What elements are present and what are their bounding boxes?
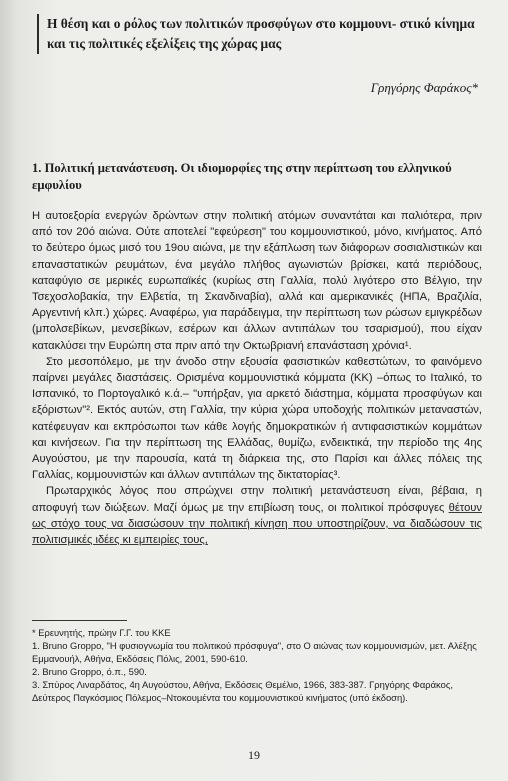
footnote-star: * Ερευνητής, πρώην Γ.Γ. του ΚΚΕ [32, 627, 171, 638]
section-heading: 1. Πολιτική μετανάστευση. Οι ιδιομορφίες της στην περίπτωση του ελληνικού εμφυλίου [32, 161, 452, 192]
footnotes [32, 626, 482, 704]
footnote-rule [32, 620, 127, 621]
chapter-title: Η θέση και ο ρόλος των πολιτικών προσφύγων στο κομμουνι- στικό κίνημα και τις πολιτικές εξελίξεις της χώρας μας [47, 16, 475, 51]
handwritten-underline-text: θέτουν ως στόχο τους να διασώσουν την πολιτική κίνηση που υποστηρίζουν, να διαδώσουν τις πολιτισμικές ιδέες κι εμπειρίες τους, [32, 501, 482, 547]
paragraph-3-start: Πρωταρχικός λόγος που σπρώχνει στην πολιτική μετανάστευση είναι, βέβαια, η αποφυγή των διώξεων. Μαζί όμως με την επιβίωση τους, οι πολιτικοί πρόσφυγες [32, 485, 482, 514]
title-margin-bar [37, 14, 39, 54]
footnote-1: 1. Bruno Groppo, "Η φυσιογνωμία του πολιτικού πρόσφυγα", στο Ο αιώνας των κομμουνισμών, μετ. Αλέξης Εμμανουήλ, Αθήνα, Εκδόσεις Πόλις, 2001, 590-610. [32, 640, 477, 664]
paragraph-3 [32, 483, 482, 548]
paragraph-1: Η αυτοεξορία ενεργών δρώντων στην πολιτική ατόμων συναντάται και παλιότερα, πριν από τον 20ό αιώνα. Ούτε αποτελεί "εφεύρεση" του κομμουνιστικού, μόνο, κινήματος. Από το δεύτερο όμως μισό του 19ου αιώνα, με την εξάπλωση των διάφορων σοσιαλιστικών και επαναστατικών ρευμάτων, ένα μεγάλο πλήθος αγωνιστών βρίσκει, κατά περιόδους, καταφύγιο σε μερικές ευρωπαϊκές (κυρίως στη Γαλλία, πολύ λιγότερο στο Βέλγιο, την Τσεχοσλοβακία, την Ελβετία, τη Σκανδιναβία), αλλά και αμερικανικές (ΗΠΑ, Βραζιλία, Αργεντινή κλπ.) χώρες. Αναφέρω, για παράδειγμα, την περίπτωση των ρώσων εμιγκρέδων (μπολσεβίκων, μενσεβίκων, εσέρων και άλλων αντιπάλων του τσαρισμού), που είχαν κατακλύσει την Ευρώπη στα πριν από την Οκτωβριανή επανάσταση χρόνια¹. [32, 210, 482, 352]
page-number: 19 [248, 748, 260, 762]
body-text [32, 208, 482, 548]
paragraph-2: Στο μεσοπόλεμο, με την άνοδο στην εξουσία φασιστικών καθεστώτων, το φαινόμενο παίρνει μεγάλες διαστάσεις. Ορισμένα κομμουνιστικά κόμματα (ΚΚ) –όπως το Ιταλικό, το Ισπανικό, το Πορτογαλικό κ.ά.– "υπήρξαν, για αρκετό διάστημα, κόμματα προσφύγων και εξόριστων"². Εκτός αυτών, στη Γαλλία, την κύρια χώρα υποδοχής πολιτικών μεταναστών, κατέφευγαν και εκπρόσωποι των κάθε λογής δημοκρατικών ή αντιφασιστικών κομμάτων και κινήσεων. Για την περίπτωση της Ελλάδας, θυμίζω, ενδεικτικά, την περίοδο της 4ης Αυγούστου, με την παρουσία, κατά τη διάρκεια της, στο Παρίσι και άλλες πόλεις της Γαλλίας, κομμουνιστών και άλλων αντιπάλων της δικτατορίας³. [32, 355, 482, 482]
footnote-2: 2. Bruno Groppo, ό.π., 590. [32, 666, 147, 677]
author-name: Γρηγόρης Φαράκος* [370, 80, 478, 95]
footnote-3: 3. Σπύρος Λιναρδάτος, 4η Αυγούστου, Αθήνα, Εκδόσεις Θεμέλιο, 1966, 383-387. Γρηγόρης Φαράκος, Δεύτερος Παγκόσμιος Πόλεμος–Ντοκουμέντα του κομμουνιστικού κινήματος (υπό έκδοση). [32, 679, 453, 703]
